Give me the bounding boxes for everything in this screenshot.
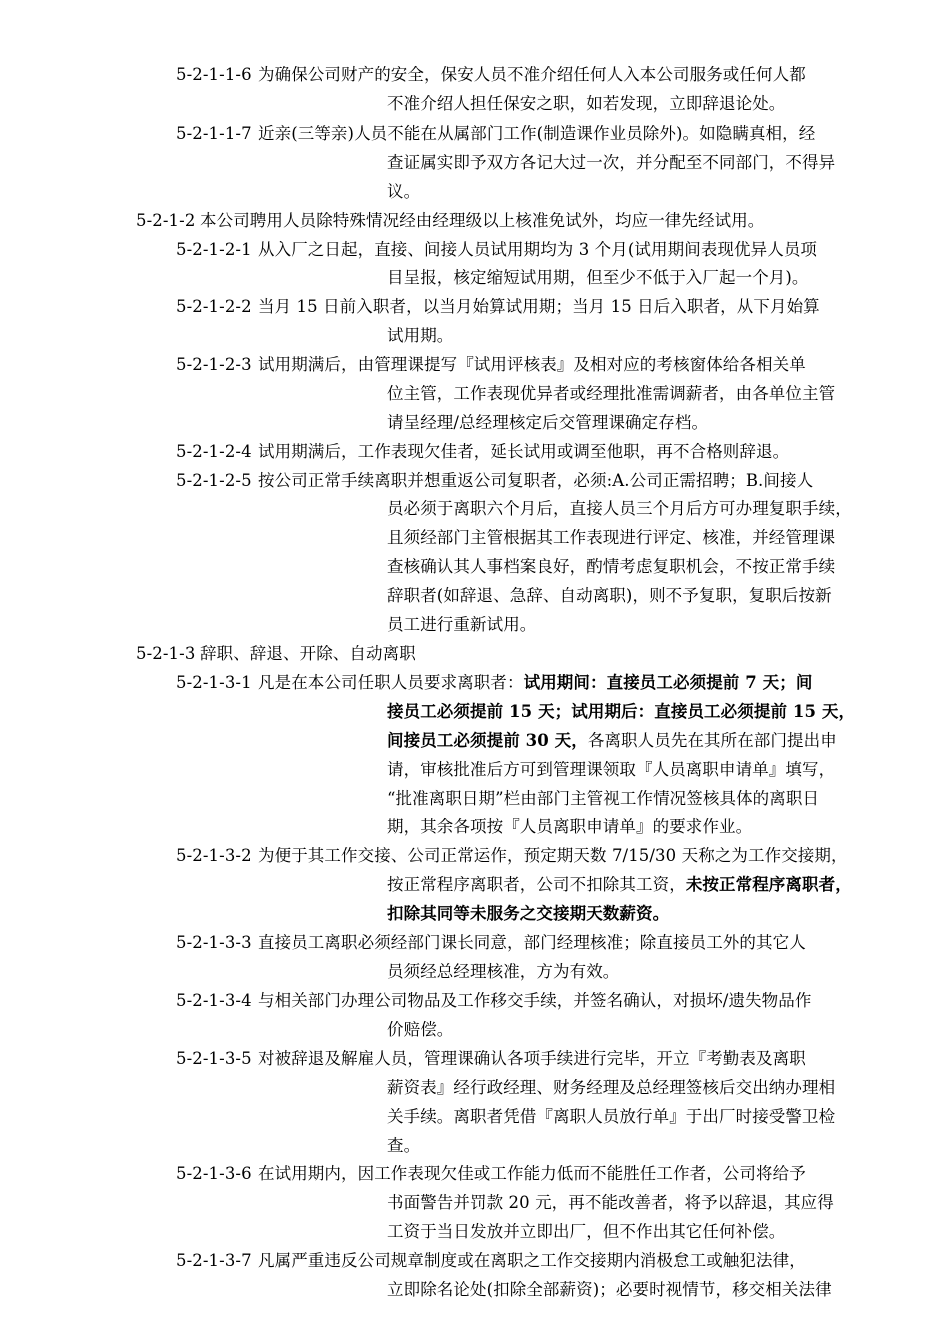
clause-text: 立即除名论处(扣除全部薪资)；必要时视情节，移交相关法律 bbox=[387, 1280, 832, 1299]
clause-line bbox=[176, 355, 806, 375]
clause-number: 5-2-1-2-5 bbox=[176, 471, 252, 490]
clause-text: 从入厂之日起，直接、间接人员试用期均为 3 个月(试用期间表现优异人员项 bbox=[258, 240, 818, 259]
clause-continuation-line bbox=[387, 1078, 835, 1098]
clause-number: 5-2-1-1-7 bbox=[176, 124, 252, 143]
clause-number: 5-2-1-3 bbox=[136, 644, 196, 663]
clause-number: 5-2-1-3-4 bbox=[176, 991, 252, 1010]
clause-continuation-line bbox=[387, 904, 669, 924]
clause-continuation-line bbox=[387, 1222, 785, 1242]
clause-continuation-line bbox=[387, 875, 852, 895]
clause-continuation-line bbox=[387, 499, 852, 519]
clause-line bbox=[176, 1251, 806, 1271]
clause-continuation-line bbox=[387, 268, 809, 288]
clause-text: 对被辞退及解雇人员，管理课确认各项手续进行完毕，开立『考勤表及离职 bbox=[258, 1049, 806, 1068]
clause-continuation-line bbox=[387, 817, 752, 837]
clause-continuation-line bbox=[387, 615, 536, 635]
clause-number: 5-2-1-2-2 bbox=[176, 297, 252, 316]
clause-line bbox=[176, 991, 811, 1011]
clause-continuation-line bbox=[387, 557, 835, 577]
clause-text-bold: 未按正常程序离职者， bbox=[685, 875, 852, 894]
clause-text-bold: 间接员工必须提前 30 天， bbox=[387, 731, 588, 750]
clause-continuation-line bbox=[387, 789, 819, 809]
clause-number: 5-2-1-2-4 bbox=[176, 442, 252, 461]
clause-text: 近亲(三等亲)人员不能在从属部门工作(制造课作业员除外)。如隐瞒真相，经 bbox=[258, 124, 816, 143]
clause-text: 目呈报，核定缩短试用期，但至少不低于入厂起一个月)。 bbox=[387, 268, 809, 287]
clause-continuation-line bbox=[387, 384, 835, 404]
clause-continuation-line bbox=[387, 1280, 832, 1300]
clause-continuation-line bbox=[387, 586, 832, 606]
clause-text-bold: 试用期间：直接员工必须提前 7 天；间 bbox=[523, 673, 813, 692]
clause-text: 辞职、辞退、开除、自动离职 bbox=[200, 644, 416, 663]
clause-text: 查核确认其人事档案良好，酌情考虑复职机会，不按正常手续 bbox=[387, 557, 836, 576]
clause-continuation-line bbox=[387, 731, 837, 751]
clause-continuation-line bbox=[387, 702, 855, 722]
clause-text: 请呈经理/总经理核定后交管理课确定存档。 bbox=[387, 413, 709, 432]
clause-text: 查。 bbox=[387, 1136, 421, 1155]
clause-number: 5-2-1-3-3 bbox=[176, 933, 252, 952]
clause-number: 5-2-1-2 bbox=[136, 211, 196, 230]
clause-text: “批准离职日期”栏由部门主管视工作情况签核具体的离职日 bbox=[387, 789, 820, 808]
clause-line bbox=[176, 1164, 806, 1184]
clause-text: 员必须于离职六个月后，直接人员三个月后方可办理复职手续， bbox=[387, 499, 852, 518]
clause-text: 查证属实即予双方各记大过一次，并分配至不同部门，不得异 bbox=[387, 153, 836, 172]
clause-text: 按公司正常手续离职并想重返公司复职者，必须:A.公司正需招聘；B.间接人 bbox=[258, 471, 814, 490]
clause-continuation-line bbox=[387, 1020, 453, 1040]
clause-text: 工资于当日发放并立即出厂，但不作出其它任何补偿。 bbox=[387, 1222, 786, 1241]
clause-continuation-line bbox=[387, 153, 835, 173]
clause-text: 凡属严重违反公司规章制度或在离职之工作交接期内消极怠工或触犯法律， bbox=[258, 1251, 806, 1270]
clause-text: 位主管，工作表现优异者或经理批准需调薪者，由各单位主管 bbox=[387, 384, 836, 403]
clause-continuation-line bbox=[387, 94, 785, 114]
clause-text: 当月 15 日前入职者，以当月始算试用期；当月 15 日后入职者，从下月始算 bbox=[258, 297, 820, 316]
clause-text: 薪资表』经行政经理、财务经理及总经理签核后交出纳办理相 bbox=[387, 1078, 836, 1097]
clause-text: 员须经总经理核准，方为有效。 bbox=[387, 962, 620, 981]
clause-number: 5-2-1-2-1 bbox=[176, 240, 252, 259]
clause-text: 试用期满后，由管理课提写『试用评核表』及相对应的考核窗体给各相关单 bbox=[258, 355, 806, 374]
clause-line bbox=[176, 471, 813, 491]
clause-continuation-line bbox=[387, 413, 708, 433]
clause-continuation-line bbox=[387, 326, 453, 346]
clause-continuation-line bbox=[387, 528, 835, 548]
clause-text: 价赔偿。 bbox=[387, 1020, 454, 1039]
clause-text: 请，审核批准后方可到管理课领取『人员离职申请单』填写， bbox=[387, 760, 836, 779]
clause-text: 议。 bbox=[387, 182, 421, 201]
clause-text: 与相关部门办理公司物品及工作移交手续，并签名确认，对损坏/遗失物品作 bbox=[258, 991, 812, 1010]
clause-line bbox=[176, 240, 817, 260]
clause-line bbox=[176, 297, 820, 317]
clause-text: 员工进行重新试用。 bbox=[387, 615, 537, 634]
clause-text: 为确保公司财产的安全，保安人员不准介绍任何人入本公司服务或任何人都 bbox=[258, 65, 806, 84]
clause-text: 本公司聘用人员除特殊情况经由经理级以上核准免试外，均应一律先经试用。 bbox=[200, 211, 765, 230]
clause-continuation-line bbox=[387, 1193, 834, 1213]
clause-text-bold: 扣除其同等未服务之交接期天数薪资。 bbox=[387, 904, 670, 923]
clause-text: 在试用期内，因工作表现欠佳或工作能力低而不能胜任工作者，公司将给予 bbox=[258, 1164, 806, 1183]
clause-text-bold: 接员工必须提前 15 天；试用期后：直接员工必须提前 15 天， bbox=[387, 702, 856, 721]
clause-text: 直接员工离职必须经部门课长同意，部门经理核准；除直接员工外的其它人 bbox=[258, 933, 806, 952]
clause-text: 试用期满后，工作表现欠佳者，延长试用或调至他职，再不合格则辞退。 bbox=[258, 442, 790, 461]
clause-line bbox=[136, 211, 764, 231]
clause-text: 各离职人员先在其所在部门提出申 bbox=[587, 731, 837, 750]
clause-line bbox=[176, 1049, 806, 1069]
clause-number: 5-2-1-3-7 bbox=[176, 1251, 252, 1270]
clause-text: 期，其余各项按『人员离职申请单』的要求作业。 bbox=[387, 817, 753, 836]
clause-text: 凡是在本公司任职人员要求离职者： bbox=[258, 673, 524, 692]
clause-text: 关手续。离职者凭借『离职人员放行单』于出厂时接受警卫检 bbox=[387, 1107, 836, 1126]
clause-text: 且须经部门主管根据其工作表现进行评定、核准，并经管理课 bbox=[387, 528, 836, 547]
clause-line bbox=[176, 933, 806, 953]
clause-continuation-line bbox=[387, 1107, 835, 1127]
clause-text: 书面警告并罚款 20 元，再不能改善者，将予以辞退，其应得 bbox=[387, 1193, 834, 1212]
clause-number: 5-2-1-1-6 bbox=[176, 65, 252, 84]
clause-line bbox=[176, 442, 789, 462]
clause-number: 5-2-1-3-6 bbox=[176, 1164, 252, 1183]
clause-line bbox=[176, 673, 812, 693]
clause-number: 5-2-1-3-5 bbox=[176, 1049, 252, 1068]
clause-number: 5-2-1-3-2 bbox=[176, 846, 252, 865]
clause-continuation-line bbox=[387, 760, 835, 780]
clause-line bbox=[176, 846, 848, 866]
clause-continuation-line bbox=[387, 182, 420, 202]
clause-continuation-line bbox=[387, 962, 619, 982]
clause-continuation-line bbox=[387, 1136, 420, 1156]
clause-text: 不准介绍人担任保安之职，如若发现，立即辞退论处。 bbox=[387, 94, 786, 113]
clause-line bbox=[136, 644, 416, 664]
clause-text: 辞职者(如辞退、急辞、自动离职)，则不予复职，复职后按新 bbox=[387, 586, 832, 605]
clause-text: 试用期。 bbox=[387, 326, 454, 345]
clause-text: 为便于其工作交接、公司正常运作，预定期天数 7/15/30 天称之为工作交接期， bbox=[258, 846, 848, 865]
clause-number: 5-2-1-2-3 bbox=[176, 355, 252, 374]
clause-line bbox=[176, 65, 806, 85]
clause-text: 按正常程序离职者，公司不扣除其工资， bbox=[387, 875, 686, 894]
clause-number: 5-2-1-3-1 bbox=[176, 673, 252, 692]
clause-line bbox=[176, 124, 815, 144]
